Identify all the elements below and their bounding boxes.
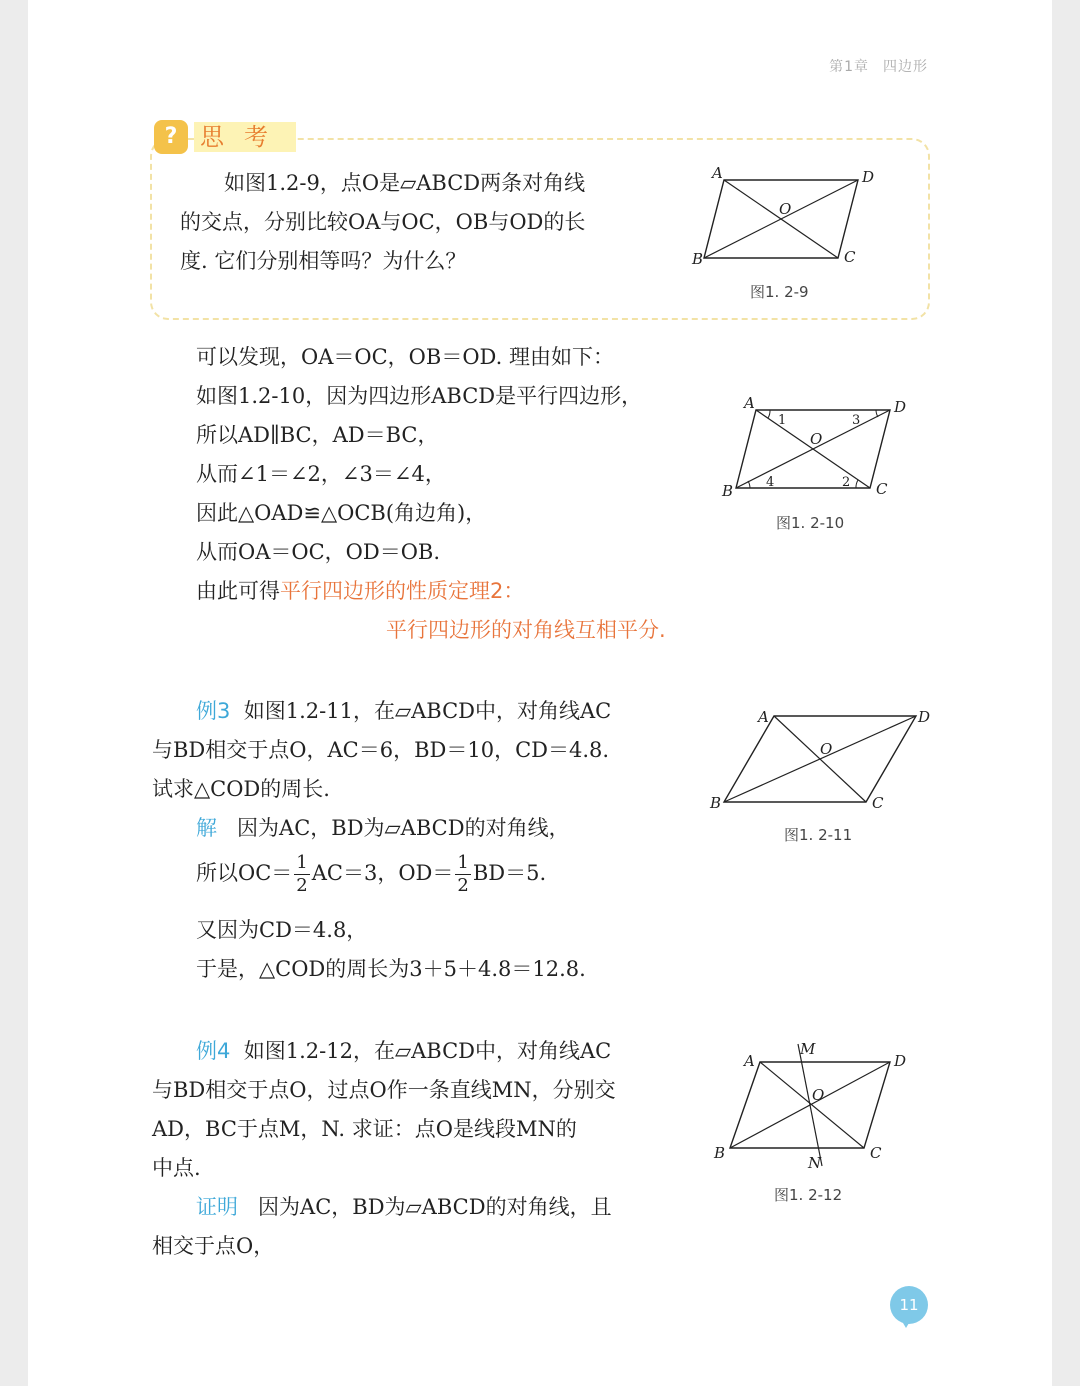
example3-solution-line-4: 于是，△COD的周长为3＋5＋4.8＝12.8. — [196, 957, 586, 981]
label-d: D — [918, 708, 931, 726]
example4-line-1 — [196, 1032, 611, 1070]
example4-proof-line-2: 相交于点O， — [152, 1234, 275, 1258]
reason-line-3: 所以AD∥BC，AD＝BC， — [196, 423, 439, 447]
example3-line-3: 试求△COD的周长. — [152, 777, 330, 801]
lightbulb-question-icon: ? — [154, 120, 188, 154]
page-number-badge: 11 — [890, 1286, 928, 1324]
label-b: B — [722, 482, 734, 500]
diagonal-ac — [760, 1062, 864, 1148]
figure-1-2-11 — [704, 698, 940, 814]
running-header — [815, 56, 928, 76]
figure-caption-1-2-10: 图1. 2-10 — [776, 514, 845, 532]
reason-line-1: 可以发现，OA＝OC，OB＝OD. 理由如下： — [196, 345, 614, 369]
label-b: B — [710, 794, 722, 812]
label-c: C — [876, 480, 888, 498]
label-o: O — [812, 1086, 825, 1104]
label-o: O — [779, 200, 792, 218]
label-a: A — [744, 394, 755, 412]
label-a: A — [758, 708, 769, 726]
fraction-denominator: 2 — [457, 875, 469, 896]
theorem-name: 平行四边形的性质定理2： — [280, 579, 525, 603]
label-b: B — [692, 250, 704, 268]
example4-line-4: 中点. — [152, 1156, 201, 1180]
example4-line-2: 与BD相交于点O，过点O作一条直线MN，分别交 — [152, 1078, 616, 1102]
diagonal-bd — [736, 410, 890, 488]
page-number-tail — [900, 1318, 912, 1328]
reason-line-2: 如图1.2-10，因为四边形ABCD是平行四边形， — [196, 384, 643, 408]
fraction-line-prefix: 所以OC＝ — [196, 861, 293, 885]
label-a: A — [744, 1052, 755, 1070]
fraction-numerator: 1 — [457, 852, 469, 873]
example3-text-1: 如图1.2-11，在▱ABCD中，对角线AC — [243, 699, 612, 723]
reason-line-4: 从而∠1＝∠2，∠3＝∠4， — [196, 462, 446, 486]
label-m: M — [800, 1040, 816, 1058]
chapter-label: 第1章 — [829, 59, 869, 75]
label-angle-4: 4 — [766, 475, 775, 490]
figure-1-2-12 — [704, 1036, 924, 1176]
example3-label: 例3 — [196, 699, 231, 723]
angle-1-arc — [768, 410, 770, 418]
example4-text-1: 如图1.2-12，在▱ABCD中，对角线AC — [243, 1039, 612, 1063]
angle-4-arc — [748, 481, 750, 488]
textbook-page — [28, 0, 1052, 1386]
fraction-half-1 — [294, 852, 309, 897]
fraction-numerator: 1 — [296, 852, 308, 873]
example3-fraction-line — [196, 852, 546, 897]
label-o: O — [810, 430, 823, 448]
reason-line-5: 因此△OAD≌△OCB(角边角)， — [196, 501, 487, 525]
solution-label: 解 — [196, 816, 217, 840]
label-c: C — [872, 794, 884, 812]
figure-caption-1-2-9: 图1. 2-9 — [750, 283, 809, 301]
proof-text-1: 因为AC，BD为▱ABCD的对角线，且 — [258, 1195, 612, 1219]
angle-3-arc — [876, 410, 878, 417]
fraction-half-2 — [455, 852, 470, 897]
think-line-1: 如图1.2-9，点O是▱ABCD两条对角线 — [224, 171, 586, 195]
label-angle-2: 2 — [842, 475, 851, 490]
label-angle-1: 1 — [778, 413, 787, 428]
label-b: B — [714, 1144, 726, 1162]
figure-caption-1-2-11: 图1. 2-11 — [784, 826, 853, 844]
example3-line-1 — [196, 692, 611, 730]
diagonal-bd — [724, 716, 916, 802]
label-d: D — [894, 398, 907, 416]
theorem-intro — [196, 572, 524, 610]
label-d: D — [862, 168, 875, 186]
label-d: D — [894, 1052, 907, 1070]
fraction-line-middle: AC＝3，OD＝ — [311, 861, 454, 885]
label-n: N — [808, 1154, 822, 1172]
diagonal-bd — [704, 180, 858, 258]
example3-solution-line — [196, 809, 570, 847]
fraction-line-end: BD＝5. — [472, 861, 547, 885]
chapter-title: 四边形 — [883, 59, 928, 75]
example4-proof-line — [196, 1188, 612, 1226]
think-line-2: 的交点，分别比较OA与OC，OB与OD的长 — [180, 210, 586, 234]
label-c: C — [844, 248, 856, 266]
fraction-denominator: 2 — [296, 875, 308, 896]
label-angle-3: 3 — [852, 413, 861, 428]
example4-line-3: AD，BC于点M，N. 求证：点O是线段MN的 — [152, 1117, 577, 1141]
conclusion-prefix: 由此可得 — [196, 579, 280, 603]
angle-2-arc — [856, 480, 858, 488]
example4-label: 例4 — [196, 1039, 231, 1063]
label-c: C — [870, 1144, 882, 1162]
example3-solution-line-3: 又因为CD＝4.8， — [196, 918, 368, 942]
solution-text-1: 因为AC，BD为▱ABCD的对角线， — [237, 816, 570, 840]
figure-1-2-10 — [714, 390, 924, 500]
figure-caption-1-2-12: 图1. 2-12 — [774, 1186, 843, 1204]
figure-1-2-9 — [684, 160, 884, 270]
think-line-3: 度. 它们分别相等吗？为什么？ — [180, 249, 467, 273]
think-title: 思考 — [194, 122, 296, 152]
example3-line-2: 与BD相交于点O，AC＝6，BD＝10，CD＝4.8. — [152, 738, 610, 762]
theorem-statement: 平行四边形的对角线互相平分. — [386, 618, 666, 642]
label-o: O — [820, 740, 833, 758]
proof-label: 证明 — [196, 1195, 238, 1219]
label-a: A — [712, 164, 723, 182]
reason-line-6: 从而OA＝OC，OD＝OB. — [196, 540, 441, 564]
